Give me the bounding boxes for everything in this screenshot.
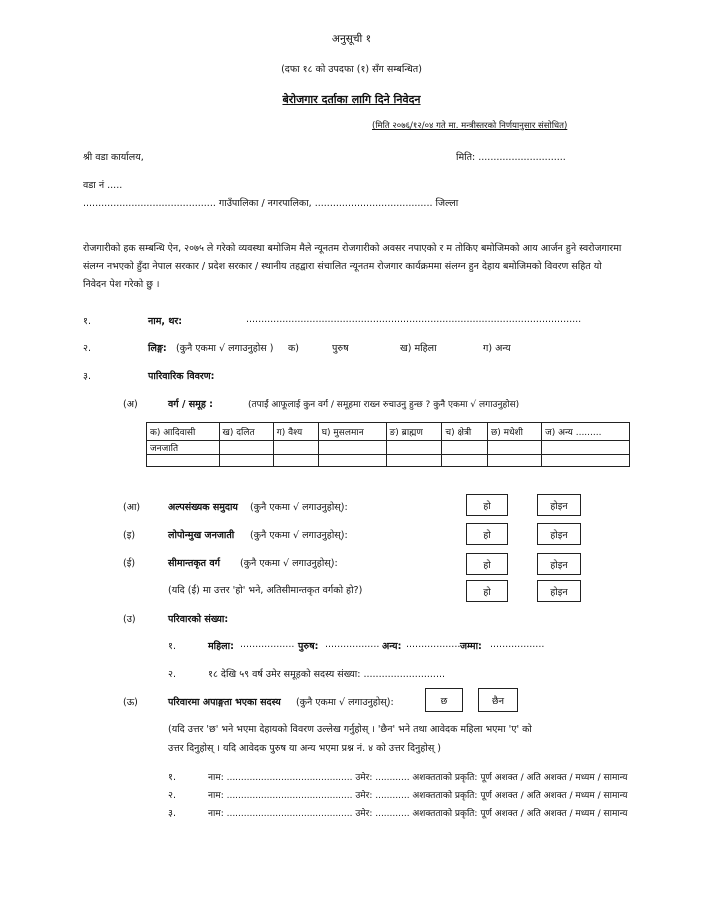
gender-label: लिङ्ग: (148, 343, 167, 354)
disabled-member-number: २. (168, 790, 176, 801)
disability-note-line2: उत्तर दिनुहोस् । यदि आवेदक पुरुष या अन्य भएमा प्रश्न नं. ४ को उत्तर दिनुहोस् ) (168, 743, 441, 754)
caste-cell[interactable]: क) आदिवासी (147, 423, 220, 441)
endangered-no-box[interactable]: होइन (537, 523, 581, 545)
minority-yes-box[interactable]: हो (466, 494, 508, 516)
name-label: नाम, थर: (148, 316, 183, 327)
table-row (147, 441, 630, 455)
item-number-2: २. (83, 343, 91, 354)
endangered-label: लोपोन्मुख जनजाती (168, 530, 235, 541)
amendment-note: (मिति २०७६/१२/०४ गते मा. मन्त्रीस्तरको निर्णयानुसार संसोधित) (372, 121, 568, 131)
caste-cell[interactable]: ग) वैश्य (273, 423, 318, 441)
form-title: बेरोजगार दर्ताका लागि दिने निवेदन (282, 93, 421, 106)
minority-label: अल्पसंख्यक समुदाय (168, 502, 238, 513)
disabled-member-number: १. (168, 772, 176, 783)
ward-field[interactable]: वडा नं ..... (83, 180, 123, 191)
other-field[interactable]: .................. (406, 639, 461, 650)
total-field[interactable]: .................. (490, 639, 545, 650)
endangered-hint: (कुनै एकमा √ लगाउनुहोस्): (250, 530, 348, 541)
disabled-member-row[interactable]: नाम: ............................................ उमेर: ............ अशक्तताको प्रकृति: पूर्ण अशक्त / अति अशक्त / मध्यम / सामान्य (208, 809, 628, 819)
gender-hint: (कुनै एकमा √ लगाउनुहोस ) (176, 343, 274, 354)
marginalised-hint: (कुनै एकमा √ लगाउनुहोस्): (240, 558, 338, 569)
item-number-1: १. (83, 316, 91, 327)
caste-cell[interactable] (219, 441, 273, 455)
family-count-marker: (उ) (123, 614, 136, 625)
intro-paragraph: रोजगारीको हक सम्बन्धि ऐन, २०७५ ले गरेको व्यवस्था बमोजिम मैले न्यूनतम रोजगारीको अवसर नपाएको र म तोकिए बमोजिमको आय आर्जन हुने स्वरोजगारमा संलग्न नभएको हुँदा नेपाल सरकार / प्रदेश सरकार / स्थानीय तहद्वारा संचालित न्यूनतम रोजगार कार्यक्रममा संलग्न हुन देहाय बमोजिमको विवरण सहित यो निवेदन पेश गरेको छु । (83, 243, 622, 290)
caste-cell[interactable]: घ) मुसलमान (318, 423, 386, 441)
checkbox-cell[interactable] (442, 455, 488, 467)
disability-yes-box[interactable]: छ (425, 688, 463, 712)
disability-label: परिवारमा अपाङ्गता भएका सदस्य (168, 697, 281, 708)
minority-hint: (कुनै एकमा √ लगाउनुहोस्): (250, 502, 348, 513)
family-sub-2: २. (168, 669, 176, 680)
caste-cell[interactable] (442, 441, 488, 455)
women-field[interactable]: .................. (240, 639, 295, 650)
gender-option-a-marker: क) (288, 343, 300, 354)
total-label: जम्मा: (460, 641, 482, 652)
caste-cell[interactable] (487, 441, 541, 455)
gender-option-female[interactable]: ख) महिला (400, 343, 437, 354)
disability-no-box[interactable]: छैन (478, 688, 518, 712)
endangered-marker: (इ) (123, 530, 136, 541)
caste-cell[interactable]: च) क्षेत्री (442, 423, 488, 441)
checkbox-cell[interactable] (273, 455, 318, 467)
men-label: पुरुष: (298, 641, 319, 652)
endangered-yes-box[interactable]: हो (466, 523, 508, 545)
table-row (147, 455, 630, 467)
local-level-line[interactable]: ............................................ गाउँपालिका / नगरपालिका, ....................................... जिल्ला (83, 198, 459, 209)
disability-marker: (ऊ) (123, 697, 138, 708)
marginalised-label: सीमान्तकृत वर्ग (168, 558, 221, 569)
caste-cell[interactable]: जनजाति (147, 441, 220, 455)
caste-cell[interactable]: ख) दलित (219, 423, 273, 441)
disabled-member-row[interactable]: नाम: ............................................ उमेर: ............ अशक्तताको प्रकृति: पूर्ण अशक्त / अति अशक्त / मध्यम / सामान्य (208, 773, 628, 783)
women-label: महिला: (208, 641, 234, 652)
related-section: (दफा १८ को उपदफा (१) सँग सम्बन्धित) (281, 64, 422, 75)
caste-cell[interactable] (273, 441, 318, 455)
checkbox-cell[interactable] (487, 455, 541, 467)
group-hint: (तपाईं आफूलाई कुन वर्ग / समूहमा राख्न रुचाउनु हुन्छ ? कुनै एकमा √ लगाउनुहोस) (248, 400, 520, 410)
gender-option-other[interactable]: ग) अन्य (483, 343, 511, 354)
name-field[interactable]: ............................................................................................................... (246, 314, 582, 325)
group-marker: (अ) (123, 399, 138, 410)
men-field[interactable]: .................. (325, 639, 380, 650)
checkbox-cell[interactable] (542, 455, 630, 467)
annex-title: अनुसूची १ (331, 33, 372, 45)
working-age-field[interactable]: १८ देखि ५९ वर्ष उमेर समूहको सदस्य संख्या: ........................... (208, 669, 446, 680)
family-details-label: पारिवारिक विवरण: (148, 371, 215, 382)
extreme-marginalised-question: (यदि (ई) मा उत्तर 'हो' भने, अतिसीमान्तकृत वर्गको हो?) (168, 585, 363, 596)
item-number-3: ३. (83, 371, 91, 382)
disability-hint: (कुनै एकमा √ लगाउनुहोस्): (296, 697, 394, 708)
table-row (147, 423, 630, 441)
date-field[interactable]: मिति: ............................. (456, 152, 566, 163)
disabled-member-number: ३. (168, 808, 176, 819)
caste-cell[interactable] (386, 441, 442, 455)
extreme-marginalised-yes-box[interactable]: हो (466, 580, 508, 602)
checkbox-cell[interactable] (219, 455, 273, 467)
gender-option-male[interactable]: पुरुष (332, 343, 349, 354)
disability-note-line1: (यदि उत्तर 'छ' भने भएमा देहायको विवरण उल्लेख गर्नुहोस् । 'छैन' भने तथा आवेदक महिला भएमा 'ए' को (168, 724, 532, 735)
minority-marker: (आ) (123, 502, 141, 513)
checkbox-cell[interactable] (386, 455, 442, 467)
minority-no-box[interactable]: होइन (537, 494, 581, 516)
marginalised-no-box[interactable]: होइन (537, 553, 581, 575)
caste-cell[interactable] (318, 441, 386, 455)
marginalised-yes-box[interactable]: हो (466, 553, 508, 575)
marginalised-marker: (ई) (123, 558, 136, 569)
other-label: अन्य: (382, 641, 402, 652)
caste-table (146, 422, 630, 467)
extreme-marginalised-no-box[interactable]: होइन (537, 580, 581, 602)
addressee: श्री वडा कार्यालय, (83, 152, 144, 163)
family-sub-1: १. (168, 641, 176, 652)
caste-cell[interactable] (542, 441, 630, 455)
checkbox-cell[interactable] (318, 455, 386, 467)
caste-cell[interactable]: छ) मधेशी (487, 423, 541, 441)
checkbox-cell[interactable] (147, 455, 220, 467)
caste-cell[interactable]: ज) अन्य ......... (542, 423, 630, 441)
disabled-member-row[interactable]: नाम: ............................................ उमेर: ............ अशक्तताको प्रकृति: पूर्ण अशक्त / अति अशक्त / मध्यम / सामान्य (208, 791, 628, 801)
family-count-label: परिवारको संख्या: (168, 614, 229, 625)
group-label: वर्ग / समूह : (168, 399, 213, 410)
caste-cell[interactable]: ङ) ब्राह्मण (386, 423, 442, 441)
